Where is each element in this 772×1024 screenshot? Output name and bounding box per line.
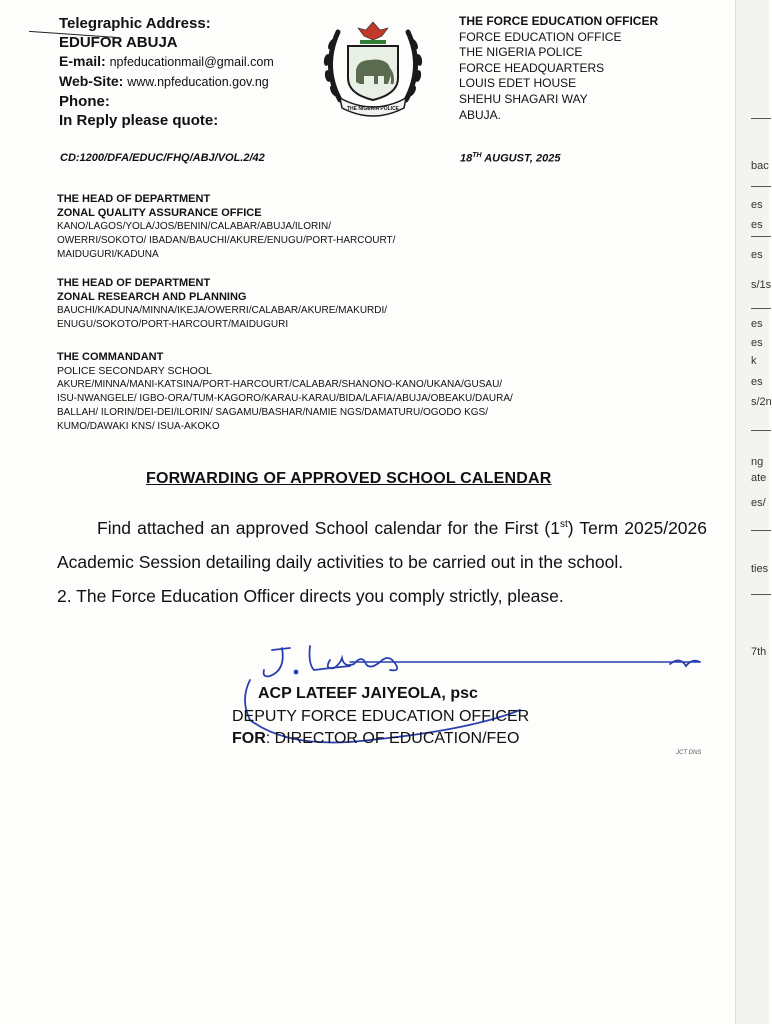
crest-ribbon-text: THE NIGERIA POLICE bbox=[346, 106, 400, 112]
address-line: ABUJA. bbox=[459, 107, 502, 122]
initials: JCT DNS bbox=[676, 750, 702, 756]
phone-label: Phone: bbox=[59, 93, 110, 110]
adjacent-page-edge: bac es es es s/1s es es k es s/2n ng ate es/ ties 7th bbox=[735, 0, 769, 1024]
website-value: www.npfeducation.gov.ng bbox=[127, 75, 269, 89]
signer-name: ACP LATEEF JAIYEOLA, psc bbox=[258, 685, 478, 702]
letter-date: 18TH AUGUST, 2025 bbox=[460, 152, 561, 165]
nigeria-police-crest-icon bbox=[318, 12, 428, 122]
email-value: npfeducationmail@gmail.com bbox=[109, 55, 274, 69]
address-line: FORCE HEADQUARTERS bbox=[459, 60, 605, 75]
header-contact-block bbox=[59, 14, 274, 130]
addressee-commandant: THE COMMANDANT POLICE SECONDARY SCHOOL AKURE/MINNA/MANI-KATSINA/PORT-HARCOURT/CALABAR/SHANONO-KANO/UKANA/GUSAU/ ISU-NWANGELE/ IGBO-ORA/TUM-KAGORO/KARAU-KARAU/BIDA/LAFIA/ABUJA/OBEAKU/DAURA/ BALLAH/ ILORIN/DEI-DEI/ILORIN/ SAGAMU/BASHAR/NAMIE NGS/DAMATURU/OGODO KGS/ KUMO/DAWAKI KNS/ ISUA-AKOKO bbox=[57, 351, 513, 432]
paragraph-2: 2. The Force Education Officer directs you comply strictly, please. bbox=[57, 585, 564, 606]
subject-heading: FORWARDING OF APPROVED SCHOOL CALENDAR bbox=[146, 470, 552, 487]
address-line: SHEHU SHAGARI WAY bbox=[459, 91, 588, 106]
address-line: LOUIS EDET HOUSE bbox=[459, 76, 577, 91]
reply-label: In Reply please quote: bbox=[59, 112, 219, 129]
paragraph-1: Find attached an approved School calendar for the First (1st) Term 2025/2026 Academic Session detailing daily activities to be carried out in the school. bbox=[57, 517, 707, 572]
letter-body bbox=[57, 508, 707, 613]
email-label: E-mail: bbox=[59, 53, 106, 69]
telegraphic-label: Telegraphic Address: bbox=[59, 15, 211, 32]
header-address-block bbox=[459, 14, 658, 123]
address-line: FORCE EDUCATION OFFICE bbox=[459, 29, 622, 44]
signer-title: DEPUTY FORCE EDUCATION OFFICER bbox=[232, 708, 530, 725]
address-line: THE FORCE EDUCATION OFFICER bbox=[459, 14, 659, 28]
addressee-quality-assurance: THE HEAD OF DEPARTMENT ZONAL QUALITY ASSURANCE OFFICE KANO/LAGOS/YOLA/JOS/BENIN/CALABAR/ABUJA/ILORIN/ OWERRI/SOKOTO/ IBADAN/BAUCHI/AKURE/ENUGU/PORT-HARCOURT/ MAIDUGURI/KADUNA bbox=[57, 193, 396, 260]
website-label: Web-Site: bbox=[59, 73, 124, 89]
address-line: THE NIGERIA POLICE bbox=[459, 45, 583, 60]
signer-for-line: FOR: DIRECTOR OF EDUCATION/FEO bbox=[232, 730, 520, 747]
reference-number: CD:1200/DFA/EDUC/FHQ/ABJ/VOL.2/42 bbox=[60, 152, 265, 164]
telegraphic-value: EDUFOR ABUJA bbox=[59, 34, 178, 51]
addressee-research-planning: THE HEAD OF DEPARTMENT ZONAL RESEARCH AND PLANNING BAUCHI/KADUNA/MINNA/IKEJA/OWERRI/CALABAR/AKURE/MAKURDI/ ENUGU/SOKOTO/PORT-HARCOURT/MAIDUGURI bbox=[57, 277, 388, 330]
